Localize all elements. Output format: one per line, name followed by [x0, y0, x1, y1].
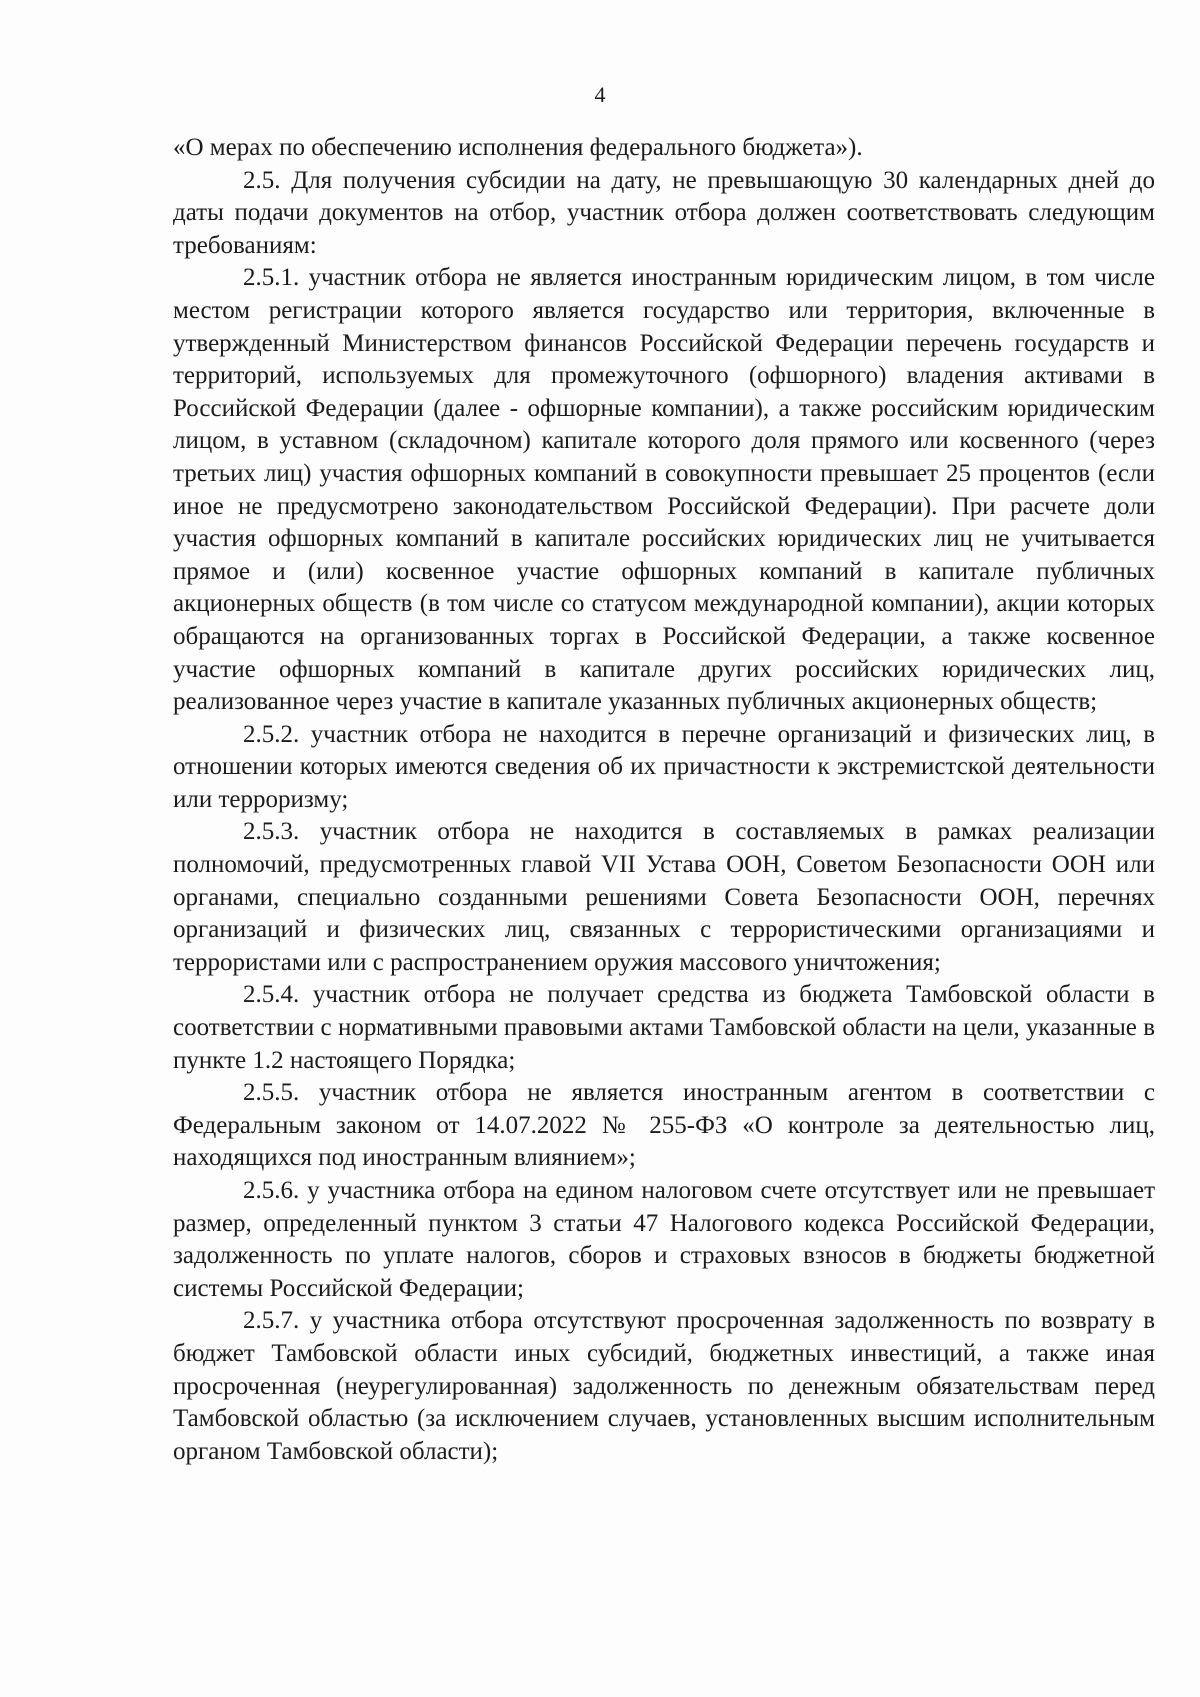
paragraph-continuation: «О мерах по обеспечению исполнения федерального бюджета»).	[173, 134, 863, 161]
paragraph-2-5-5: 2.5.5. участник отбора не является иностранным агентом в соответствии с Федеральным законом от 14.07.2022 № 255-ФЗ «О контроле за деятельностью лиц, находящихся под иностранным влиянием»;	[173, 1079, 1155, 1172]
paragraph-2-5-3: 2.5.3. участник отбора не находится в составляемых в рамках реализации полномочий, предусмотренных главой VII Устава ООН, Советом Безопасности ООН или органами, специально созданными решениями Совета Безопасности ООН, перечнях организаций и физических лиц, связанных с террористическими организациями и террористами или с распространением оружия массового уничтожения;	[173, 818, 1155, 976]
paragraph-2-5-1: 2.5.1. участник отбора не является иностранным юридическим лицом, в том числе местом регистрации которого является государство или территория, включенные в утвержденный Министерством финансов Российской Федерации перечень государств и территорий, используемых для промежуточного (офшорного) владения активами в Российской Федерации (далее - офшорные компании), а также российским юридическим лицом, в уставном (складочном) капитале которого доля прямого или косвенного (через третьих лиц) участия офшорных компаний в совокупности превышает 25 процентов (если иное не предусмотрено законодательством Российской Федерации). При расчете доли участия офшорных компаний в капитале российских юридических лиц не учитывается прямое и (или) косвенное участие офшорных компаний в капитале публичных акционерных обществ (в том числе со статусом международной компании), акции которых обращаются на организованных торгах в Российской Федерации, а также косвенное участие офшорных компаний в капитале других российских юридических лиц, реализованное через участие в капитале указанных публичных акционерных обществ;	[173, 264, 1155, 716]
paragraph-2-5: 2.5. Для получения субсидии на дату, не превышающую 30 календарных дней до даты подачи документов на отбор, участник отбора должен соответствовать следующим требованиям:	[173, 166, 1155, 259]
paragraph-2-5-7: 2.5.7. у участника отбора отсутствуют просроченная задолженность по возврату в бюджет Тамбовской области иных субсидий, бюджетных инвестиций, а также иная просроченная (неурегулированная) задолженность по денежным обязательствам перед Тамбовской областью (за исключением случаев, установленных высшим исполнительным органом Тамбовской области);	[173, 1307, 1155, 1465]
paragraph-2-5-4: 2.5.4. участник отбора не получает средства из бюджета Тамбовской области в соответствии с нормативными правовыми актами Тамбовской области на цели, указанные в пункте 1.2 настоящего Порядка;	[173, 981, 1155, 1074]
document-body	[173, 132, 1155, 1468]
paragraph-2-5-6: 2.5.6. у участника отбора на едином налоговом счете отсутствует или не превышает размер, определенный пунктом 3 статьи 47 Налогового кодекса Российской Федерации, задолженность по уплате налогов, сборов и страховых взносов в бюджеты бюджетной системы Российской Федерации;	[173, 1177, 1155, 1302]
page-number: 4	[594, 82, 606, 107]
paragraph-2-5-2: 2.5.2. участник отбора не находится в перечне организаций и физических лиц, в отношении которых имеются сведения об их причастности к экстремистской деятельности или терроризму;	[173, 720, 1155, 813]
